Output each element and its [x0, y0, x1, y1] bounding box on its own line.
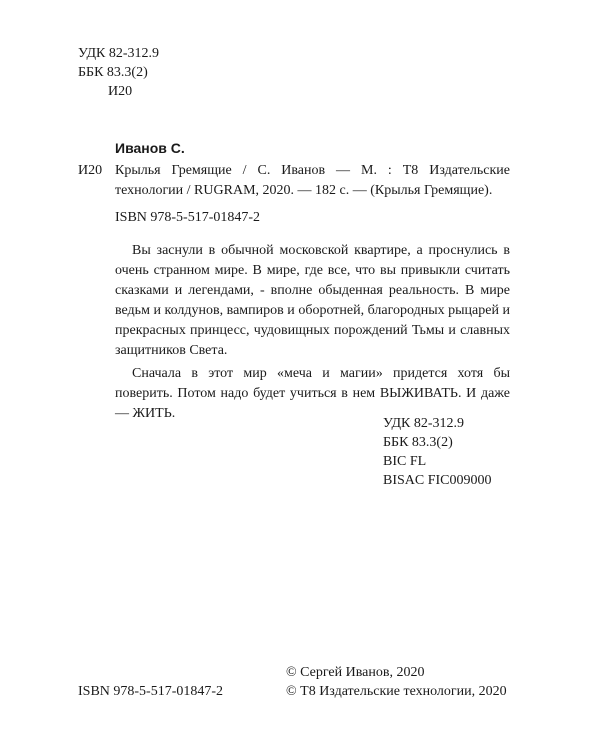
author-mark-code: И20 [108, 84, 133, 99]
bbk-code: ББК 83.3(2) [78, 65, 148, 80]
bibliographic-record [115, 161, 510, 201]
bib-line-2: технологии / RUGRAM, 2020. — 182 с. — (Крылья Гремящие). [115, 183, 493, 198]
udk-code-right: УДК 82-312.9 [383, 416, 465, 431]
author-mark-left: И20 [78, 163, 103, 178]
bisac-code: BISAC FIC009000 [383, 473, 492, 488]
bic-code: BIC FL [383, 454, 427, 469]
annotation [115, 241, 510, 424]
right-classification-block [383, 414, 492, 490]
author-heading: Иванов С. [115, 140, 185, 156]
copyright-publisher: © Т8 Издательские технологии, 2020 [286, 684, 507, 699]
annotation-paragraph-1: Вы заснули в обычной московской квартире, а проснулись в очень странном мире. В мире, где все, что вы привыкли считать сказками и легендами, - вполне обыденная реальность. В мире ведьм и колдунов, вампиров и оборотней, благородных рыцарей и прекрасных принцесс, чудовищных порождений Тьмы и славных защитников Света. [115, 243, 510, 358]
copyright-block [286, 663, 507, 701]
top-classification-block [78, 44, 159, 101]
bbk-code-right: ББК 83.3(2) [383, 435, 453, 450]
isbn-main: ISBN 978-5-517-01847-2 [115, 210, 261, 225]
isbn-footer: ISBN 978-5-517-01847-2 [78, 684, 224, 699]
bib-line-1: Крылья Гремящие / С. Иванов — М. : Т8 Издательские [115, 163, 510, 178]
copyright-author: © Сергей Иванов, 2020 [286, 665, 425, 680]
annotation-paragraph-2: Сначала в этот мир «меча и магии» придется хотя бы поверить. Потом надо будет учиться в нем ВЫЖИВАТЬ. И даже — ЖИТЬ. [115, 366, 510, 421]
udk-code: УДК 82-312.9 [78, 46, 160, 61]
